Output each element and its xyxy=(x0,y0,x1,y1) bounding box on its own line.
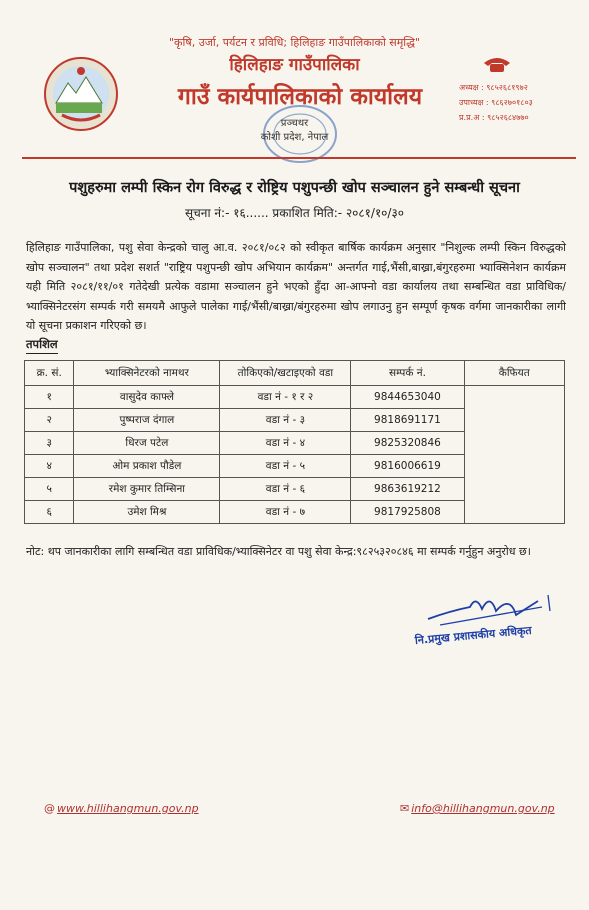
header-assigned-ward: तोकिएको/खटाइएको वडा xyxy=(220,361,351,386)
header-remarks: कैफियत xyxy=(464,361,564,386)
table-row xyxy=(25,386,565,409)
vaccinator-table xyxy=(24,360,565,524)
cell-name: रमेश कुमार तिम्सिना xyxy=(74,478,220,501)
signatory-title: नि.प्रमुख प्रशासकीय अधिकृत xyxy=(414,623,533,647)
cell-ward: वडा नं - ३ xyxy=(220,409,351,432)
notice-number-label: सूचना नं:- xyxy=(185,206,230,220)
cell-remarks xyxy=(464,386,564,524)
address-line-1: प्रञ्चथर xyxy=(280,118,309,129)
footnote: नोट: थप जानकारीका लागि सम्बन्धित वडा प्राविधिक/भ्याक्सिनेटर वा पशु सेवा केन्द्र:९८२५३२०८४६ मा सम्पर्क गर्नुहुन अनुरोध छ। xyxy=(26,545,531,558)
contact-cao: प्र.प्र.अ : ९८५२६८४७७० xyxy=(459,113,529,122)
cell-contact: 9817925808 xyxy=(351,501,464,524)
cell-ward: वडा नं - ६ xyxy=(220,478,351,501)
address-line-2: कोशी प्रदेश, नेपाल xyxy=(260,132,329,143)
email-text: info@hillihangmun.gov.np xyxy=(411,802,555,815)
notice-body: हिलिहाङ गाउँपालिका, पशु सेवा केन्द्रको चालु आ.व. २०८१/०८२ को स्वीकृत बार्षिक कार्यक्रम अनुसार "निशुल्क लम्पी स्किन विरुद्धको खोप सञ्चालन" तथा प्रदेश सशर्त "राष्ट्रिय पशुपन्छी खोप अभियान कार्यक्रम" अन्तर्गत गाई,भैंसी,बाख्रा,बंगुरहरुमा भ्याक्सिनेशन कार्यक्रम यही मिति २०८१/११/०१ गतेदेखी प्रत्येक वडामा सञ्चालन हुने भएको हुँदा आ-आफ्नो वडा कार्यालय तथा सम्बन्धित वडा प्राविधिक/भ्याक्सिनेटरसंग सम्पर्क गरी समयमै आफुले पालेका गाई/भैंसी/बाख्रा/बंगुरहरुमा खोप लगाउनु हुन सम्पूर्ण कृषक वर्गमा जानकारीका लागी यो सूचना प्रकाशन गरिएको छ। xyxy=(26,241,566,332)
slogan: "कृषि, उर्जा, पर्यटन र प्रविधि; हिलिहाङ गाउँपालिकाको समृद्धि" xyxy=(168,36,420,49)
cell-ward: वडा नं - १ र २ xyxy=(220,386,351,409)
cell-contact: 9863619212 xyxy=(351,478,464,501)
phone-icon xyxy=(482,55,512,73)
cell-serial: ५ xyxy=(25,478,74,501)
contact-chair: अध्यक्ष : ९८५२६८१९७२ xyxy=(459,83,528,92)
cell-serial: ६ xyxy=(25,501,74,524)
notice-number-line: सूचना नं:- १६...... प्रकाशित मिति:- २०८१/१०/३० xyxy=(185,206,404,220)
cell-ward: वडा नं - ५ xyxy=(220,455,351,478)
cell-name: ओम प्रकाश पौडेल xyxy=(74,455,220,478)
table-header-row xyxy=(25,361,565,386)
contact-vice-chair: उपाध्यक्ष : ९८६२७०१८०३ xyxy=(459,98,533,107)
website-text: www.hillihangmun.gov.np xyxy=(57,802,199,815)
cell-serial: २ xyxy=(25,409,74,432)
office-name: गाउँ कार्यपालिकाको कार्यालय xyxy=(177,84,423,110)
notice-heading: पशुहरुमा लम्पी स्किन रोग विरुद्ध र रोष्ट्रिय पशुपन्छी खोप सञ्चालन हुने सम्बन्धी सूचना xyxy=(69,180,520,196)
cell-serial: ३ xyxy=(25,432,74,455)
cell-contact: 9844653040 xyxy=(351,386,464,409)
header-contact-number: सम्पर्क नं. xyxy=(351,361,464,386)
notice-number-value: १६ xyxy=(233,206,246,220)
email-link[interactable] xyxy=(400,802,555,815)
cell-name: धिरज पटेल xyxy=(74,432,220,455)
details-subheading: तपशिल xyxy=(26,337,58,354)
cell-contact: 9816006619 xyxy=(351,455,464,478)
header-divider xyxy=(22,157,576,159)
website-link[interactable] xyxy=(44,802,199,815)
header-vaccinator-name: भ्याक्सिनेटरको नामथर xyxy=(74,361,220,386)
cell-name: उमेश मिश्र xyxy=(74,501,220,524)
cell-serial: ४ xyxy=(25,455,74,478)
cell-ward: वडा नं - ४ xyxy=(220,432,351,455)
cell-ward: वडा नं - ७ xyxy=(220,501,351,524)
cell-contact: 9818691171 xyxy=(351,409,464,432)
publish-date-label: प्रकाशित मिति:- xyxy=(272,206,343,220)
cell-name: पुष्पराज दंगाल xyxy=(74,409,220,432)
envelope-icon: ✉ xyxy=(400,802,410,815)
globe-icon: @ xyxy=(44,802,55,815)
header-serial: क्र. सं. xyxy=(25,361,74,386)
publish-date-value: २०८१/१०/३० xyxy=(345,206,404,220)
cell-name: वासुदेव काफ्ले xyxy=(74,386,220,409)
cell-contact: 9825320846 xyxy=(351,432,464,455)
municipality-name: हिलिहाङ गाउँपालिका xyxy=(229,55,360,75)
cell-serial: १ xyxy=(25,386,74,409)
